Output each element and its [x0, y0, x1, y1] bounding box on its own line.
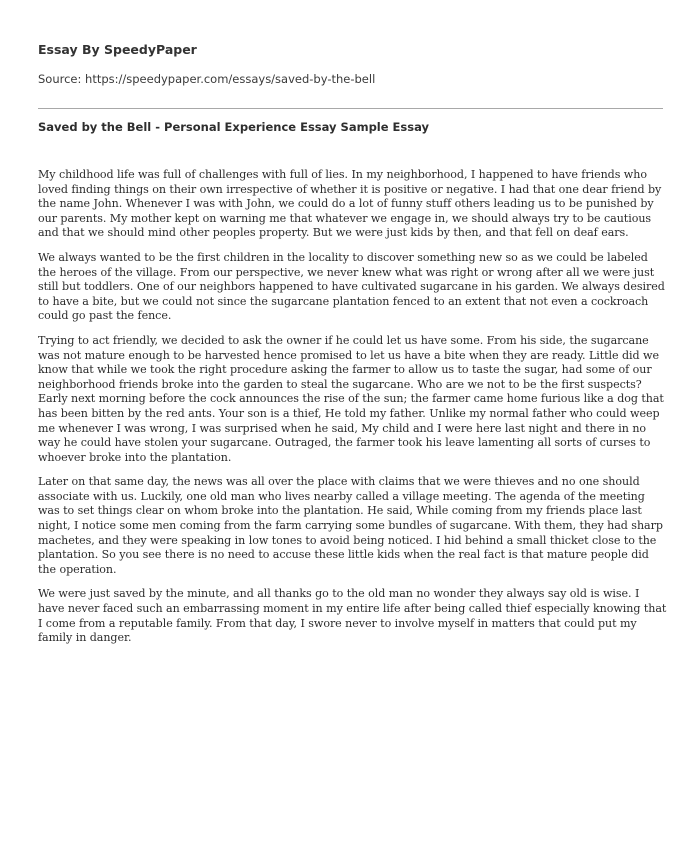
document-header-title: Essay By SpeedyPaper [38, 42, 197, 57]
document-source-line: Source: https://speedypaper.com/essays/saved-by-the-bell [38, 72, 376, 86]
essay-paragraph-5: We were just saved by the minute, and all thanks go to the old man no wonder they always say old is wise. I have never faced such an embarrassing moment in my entire life after being called thief especially knowing that I come from a reputable family. From that day, I swore never to involve myself in matters that could put my family in danger. [38, 587, 667, 645]
essay-paragraph-4: Later on that same day, the news was all over the place with claims that we were thieves and no one should associate with us. Luckily, one old man who lives nearby called a village meeting. The agenda of the meeting was to set things clear on whom broke into the plantation. He said, While coming from my friends place last night, I notice some men coming from the farm carrying some bundles of sugarcane. With them, they had sharp machetes, and they were speaking in low tones to avoid being noticed. I hid behind a small thicket close to the plantation. So you see there is no need to accuse these little kids when the real fact is that mature people did the operation. [38, 475, 663, 576]
essay-paragraph-2: We always wanted to be the first children in the locality to discover something new so as we could be labeled the heroes of the village. From our perspective, we never knew what was right or wrong after all we were just still but toddlers. One of our neighbors happened to have cultivated sugarcane in his garden. We always desired to have a bite, but we could not since the sugarcane plantation fenced to an extent that not even a cockroach could go past the fence. [38, 250, 665, 323]
header-divider [38, 108, 663, 109]
essay-title: Saved by the Bell - Personal Experience Essay Sample Essay [38, 120, 429, 134]
essay-paragraph-1: My childhood life was full of challenges with full of lies. In my neighborhood, I happened to have friends who loved finding things on their own irrespective of whether it is positive or negative. I had that one dear friend by the name John. Whenever I was with John, we could do a lot of funny stuff others leading us to be punished by our parents. My mother kept on warning me that whatever we engage in, we should always try to be cautious and that we should mind other peoples property. But we were just kids by then, and that fell on deaf ears. [38, 168, 662, 240]
essay-paragraph-3: Trying to act friendly, we decided to ask the owner if he could let us have some. From his side, the sugarcane was not mature enough to be harvested hence promised to let us have a bite when they are ready. Little did we know that while we took the right procedure asking the farmer to allow us to taste the sugar, had some of our neighborhood friends broke into the garden to steal the sugarcane. Who are we not to be the first suspects? Early next morning before the cock announces the rise of the sun; the farmer came home furious like a dog that has been bitten by the red ants. Your son is a thief, He told my father. Unlike my normal father who could weep me whenever I was wrong, I was surprised when he said, My child and I were here last night and there in no way he could have stolen your sugarcane. Outraged, the farmer took his leave lamenting all sorts of curses to whoever broke into the plantation. [38, 333, 664, 464]
essay-body [38, 168, 668, 656]
